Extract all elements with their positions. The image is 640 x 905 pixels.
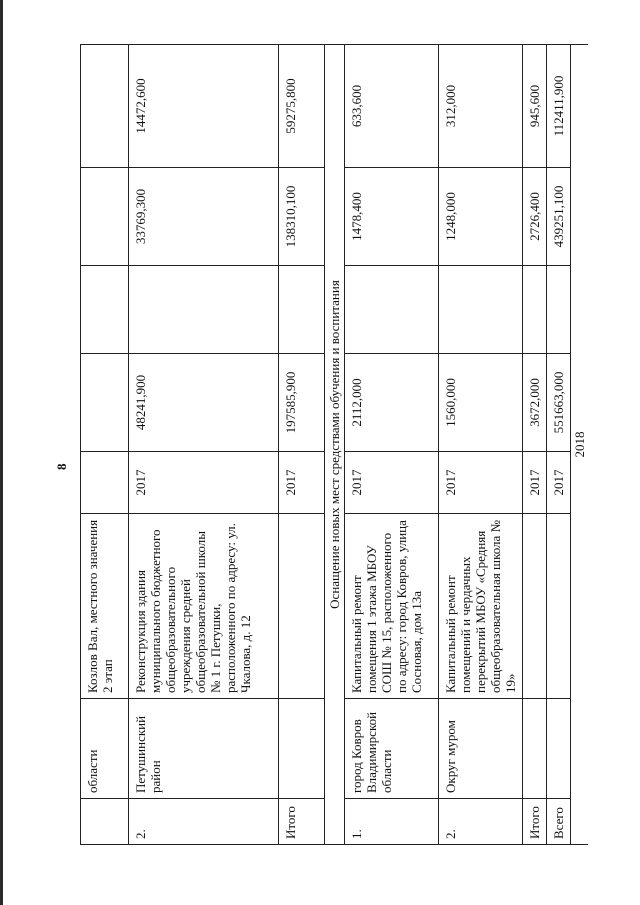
federal-cell [523,266,547,354]
district-cell: Петушинский район [129,699,279,799]
total-cell [81,354,129,452]
row-number: 2. [129,799,279,845]
regional-cell: 1478,400 [345,168,439,266]
total-cell: 551663,000 [547,354,571,452]
district-cell [279,699,325,799]
regional-cell: 1248,000 [439,168,523,266]
object-cell: Капитальный ремонт помещения 1 этажа МБОУ СОШ № 15, расположенного по адресу: город Ковров, улица Сосновая, дом 13а [345,514,439,699]
district-cell [547,699,571,799]
local-cell: 945,600 [523,45,547,168]
year-cell: 2017 [345,452,439,514]
regional-cell: 439251,100 [547,168,571,266]
footer-row [571,45,589,845]
regional-cell [81,168,129,266]
local-cell: 312,000 [439,45,523,168]
table-row [547,45,571,845]
local-cell: 59275,800 [279,45,325,168]
section-row [325,45,345,845]
district-cell [523,699,547,799]
footer-year: 2018 [571,45,589,845]
year-cell: 2017 [129,452,279,514]
local-cell: 633,600 [345,45,439,168]
object-cell: Капитальный ремонт помещений и чердачных перекрытий МБОУ «Средняя общеобразовательная школа № 19» [439,514,523,699]
table-row [129,45,279,845]
total-cell: 2112,000 [345,354,439,452]
district-cell: Округ муром [439,699,523,799]
district-cell: области [81,699,129,799]
row-number: 1. [345,799,439,845]
table-row [523,45,547,845]
table-row [439,45,523,845]
total-cell: 3672,000 [523,354,547,452]
district-cell: город Ковров Владимирской области [345,699,439,799]
local-cell: 14472,600 [129,45,279,168]
object-cell: Реконструкция здания муниципального бюджетного общеобразовательного учреждения средней общеобразовательной школы № 1 г. Петушки, расположенного по адресу: ул. Чкалова, д. 12 [129,514,279,699]
federal-cell [547,266,571,354]
local-cell [81,45,129,168]
table-row [279,45,325,845]
row-number: Итого [279,799,325,845]
federal-cell [439,266,523,354]
year-cell: 2017 [523,452,547,514]
federal-cell [81,266,129,354]
row-number: Итого [523,799,547,845]
federal-cell [279,266,325,354]
program-table [80,44,588,845]
row-number: Всего [547,799,571,845]
regional-cell: 33769,300 [129,168,279,266]
regional-cell: 2726,400 [523,168,547,266]
local-cell: 112411,900 [547,45,571,168]
year-cell [81,452,129,514]
table-row [81,45,129,845]
total-cell: 1560,000 [439,354,523,452]
year-cell: 2017 [439,452,523,514]
rotated-table-wrapper [80,45,587,845]
federal-cell [129,266,279,354]
object-cell [279,514,325,699]
object-cell [523,514,547,699]
section-title: Оснащение новых мест средствами обучения и воспитания [325,45,345,845]
scan-edge [0,0,3,905]
table-row [345,45,439,845]
total-cell: 48241,900 [129,354,279,452]
row-number: 2. [439,799,523,845]
year-cell: 2017 [547,452,571,514]
federal-cell [345,266,439,354]
regional-cell: 138310,100 [279,168,325,266]
total-cell: 197585,900 [279,354,325,452]
object-cell [547,514,571,699]
object-cell: Козлов Вал, местного значения 2 этап [81,514,129,699]
row-number [81,799,129,845]
year-cell: 2017 [279,452,325,514]
page-number: 8 [54,463,69,470]
